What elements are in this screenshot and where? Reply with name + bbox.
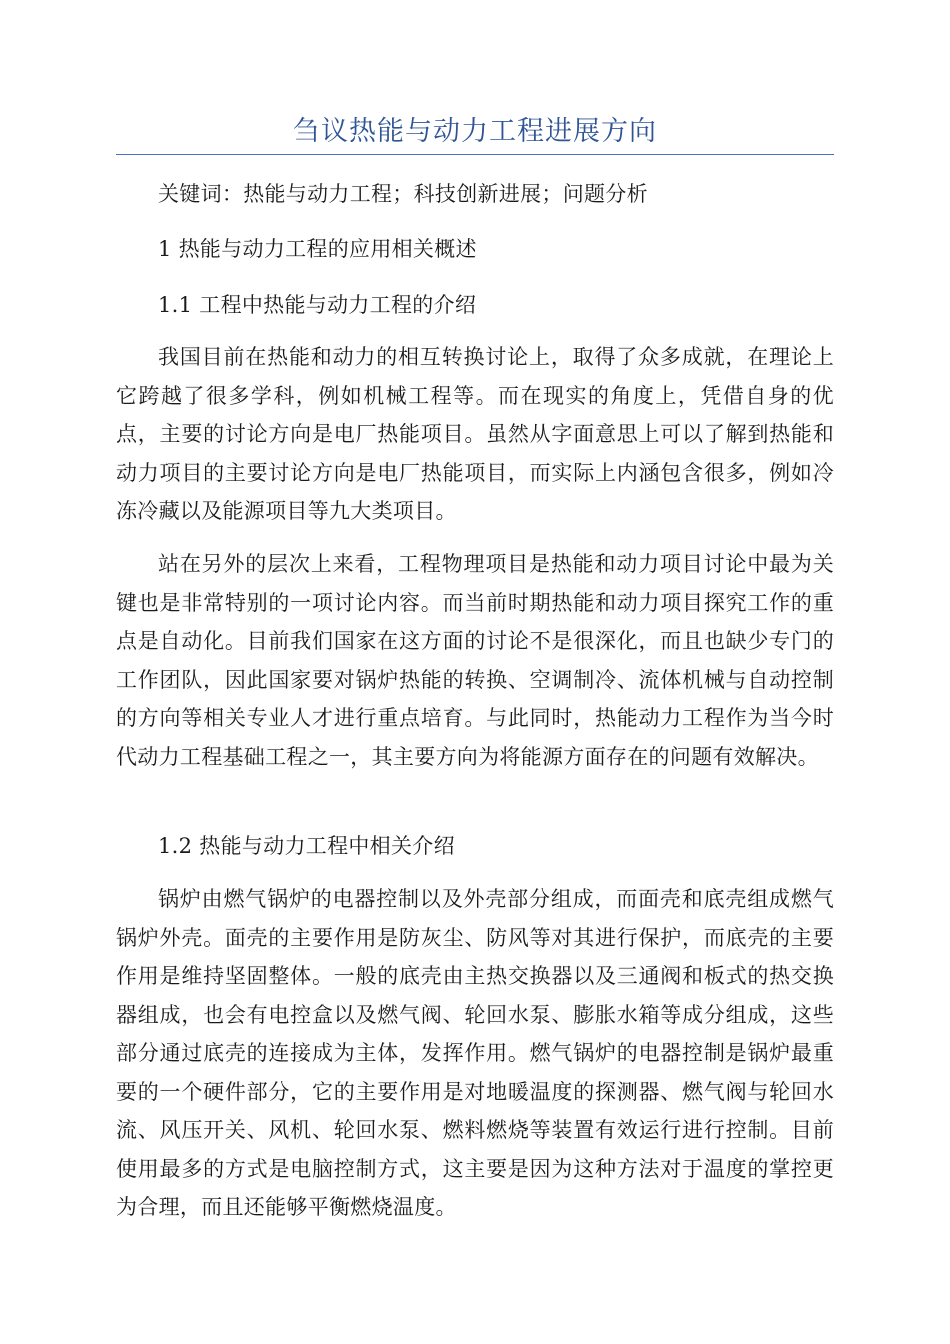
section-heading-1: 1 热能与动力工程的应用相关概述 — [158, 237, 477, 261]
page-title: 刍议热能与动力工程进展方向 — [293, 116, 657, 147]
paragraph-3: 锅炉由燃气锅炉的电器控制以及外壳部分组成，而面壳和底壳组成燃气锅炉外壳。面壳的主要作用是防灰尘、防风等对其进行保护，而底壳的主要作用是维持坚固整体。一般的底壳由主热交换器以及三通阀和板式的热交换器组成，也会有电控盒以及燃气阀、轮回水泵、膨胀水箱等成分组成，这些部分通过底壳的连接成为主体，发挥作用。燃气锅炉的电器控制是锅炉最重要的一个硬件部分，它的主要作用是对地暖温度的探测器、燃气阀与轮回水流、风压开关、风机、轮回水泵、燃料燃烧等装置有效运行进行控制。目前使用最多的方式是电脑控制方式，这主要是因为这种方法对于温度的掌控更为合理，而且还能够平衡燃烧温度。 — [116, 887, 834, 1219]
title-underline — [116, 154, 834, 155]
paragraph-2: 站在另外的层次上来看，工程物理项目是热能和动力项目讨论中最为关键也是非常特别的一项讨论内容。而当前时期热能和动力项目探究工作的重点是自动化。目前我们国家在这方面的讨论不是很深化，而且也缺少专门的工作团队，因此国家要对锅炉热能的转换、空调制冷、流体机械与自动控制的方向等相关专业人才进行重点培育。与此同时，热能动力工程作为当今时代动力工程基础工程之一，其主要方向为将能源方面存在的问题有效解决。 — [116, 552, 834, 769]
paragraph-1: 我国目前在热能和动力的相互转换讨论上，取得了众多成就，在理论上它跨越了很多学科，例如机械工程等。而在现实的角度上，凭借自身的优点，主要的讨论方向是电厂热能项目。虽然从字面意思上可以了解到热能和动力项目的主要讨论方向是电厂热能项目，而实际上内涵包含很多，例如冷冻冷藏以及能源项目等九大类项目。 — [116, 345, 834, 523]
keywords-line: 关键词：热能与动力工程；科技创新进展；问题分析 — [158, 182, 648, 206]
section-heading-1-1: 1.1 工程中热能与动力工程的介绍 — [158, 293, 477, 317]
section-heading-1-2: 1.2 热能与动力工程中相关介绍 — [158, 834, 455, 858]
